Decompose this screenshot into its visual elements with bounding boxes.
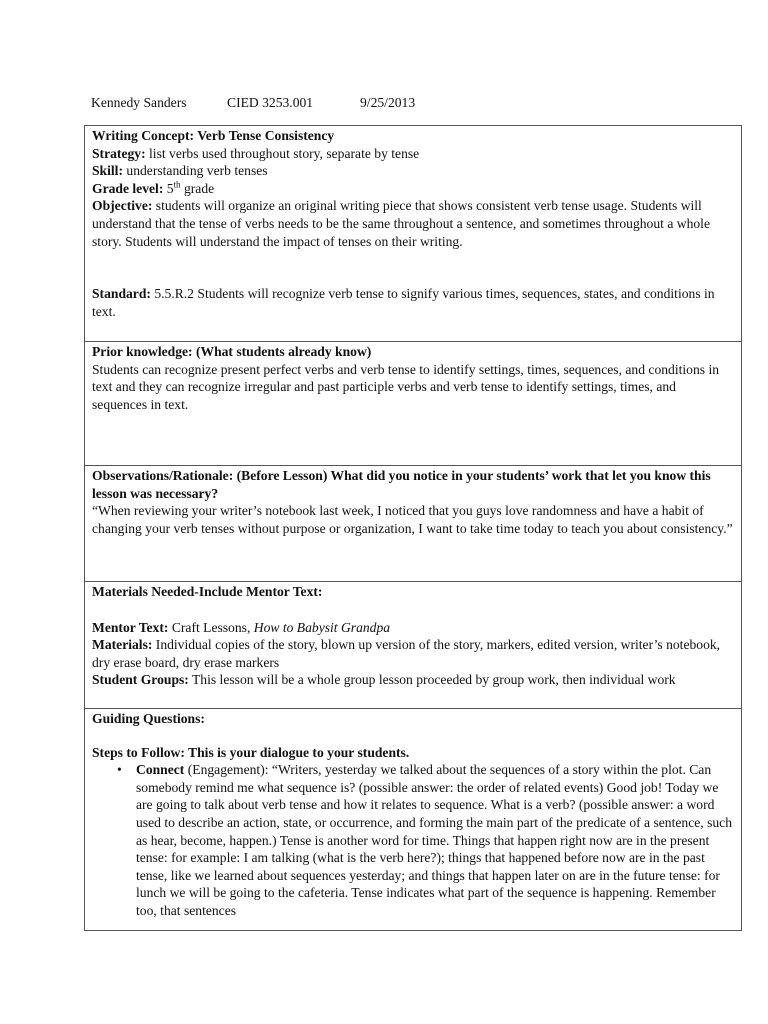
spacer (92, 601, 734, 619)
materials-section-title: Materials Needed-Include Mentor Text: (92, 584, 323, 599)
objective-text: students will organize an original writing piece that shows consistent verb tense usage. Students will understand that the tense of verbs needs to be the same throughout a sentence, and sometimes throughout a whole story. Students will understand the impact of tenses on their writing. (92, 198, 710, 249)
objective-label: Objective: (92, 198, 153, 214)
steps-title: Steps to Follow: This is your dialogue to your students. (92, 744, 410, 760)
observations-text: “When reviewing your writer’s notebook last week, I noticed that you guys love randomness and have a habit of changing your verb tenses without purpose or organization, I want to take time today to teach you about consistency.” (92, 503, 733, 536)
observations-section (85, 465, 741, 581)
materials-text: Individual copies of the story, blown up version of the story, markers, edited version, writer’s notebook, dry erase board, dry erase markers (92, 637, 721, 670)
observations-title: Observations/Rationale: (Before Lesson) What did you notice in your students’ work that let you know this lesson was necessary? (92, 468, 711, 501)
connect-text: (Engagement): “Writers, yesterday we talked about the sequences of a story within the plot. Can somebody remind me what sequence is? (possible answer: the order of related events) Good job! Today we are going to talk about verb tense and how it relates to sequence. What is a verb? (possible answer: a word used to describe an action, state, or occurrence, and forming the main part of the predicate of a sentence, such as hear, become, happen.) Tense is another word for time. Things that happen right now are in the present tense: for example: I am talking (what is the verb here?); things that happened before now are in the past tense, like we learned about sequences yesterday; and things that happen later on are in the future tense: for lunch we will be going to the cafeteria. Tense indicates what part of the sequence is happening. Remember too, that sentences (136, 762, 732, 918)
grade-label: Grade level: (92, 180, 164, 196)
spacer (92, 250, 734, 285)
skill-text: understanding verb tenses (126, 163, 268, 179)
strategy-text: list verbs used throughout story, separate by tense (149, 145, 420, 161)
student-groups-label: Student Groups: (92, 672, 189, 688)
grade-suffix: th (173, 179, 181, 190)
strategy-label: Strategy: (92, 145, 146, 161)
mentor-text-label: Mentor Text: (92, 619, 169, 635)
lesson-plan-table (84, 125, 742, 931)
writing-concept-section (85, 126, 741, 341)
grade-number: 5 (166, 180, 174, 196)
concept-title: Writing Concept: Verb Tense Consistency (92, 128, 335, 143)
author-name: Kennedy Sanders (91, 95, 187, 110)
materials-label: Materials: (92, 637, 153, 653)
document-header (91, 94, 415, 112)
list-item (136, 761, 734, 919)
grade-word: grade (183, 180, 215, 196)
steps-list (92, 761, 734, 919)
mentor-text-title: How to Babysit Grandpa (253, 619, 391, 635)
standard-label: Standard: (92, 286, 151, 302)
materials-section (85, 581, 741, 708)
prior-knowledge-text: Students can recognize present perfect verbs and verb tense to identify settings, times, sequences, and conditions in text and they can recognize irregular and past participle verbs and verb tense to identify settings, times, and sequences in text. (92, 361, 720, 412)
skill-label: Skill: (92, 163, 123, 179)
guiding-questions-section (85, 708, 741, 930)
guiding-questions-title: Guiding Questions: (92, 711, 205, 726)
spacer (92, 728, 734, 744)
course-code: CIED 3253.001 (227, 95, 314, 110)
date: 9/25/2013 (360, 95, 416, 110)
mentor-text-source: Craft Lessons, (171, 619, 254, 635)
prior-knowledge-title: Prior knowledge: (What students already know) (92, 344, 372, 359)
standard-text: 5.5.R.2 Students will recognize verb tense to signify various times, sequences, states, and conditions in text. (92, 286, 715, 319)
student-groups-text: This lesson will be a whole group lesson proceeded by group work, then individual work (191, 672, 676, 688)
connect-label: Connect (136, 762, 185, 778)
prior-knowledge-section (85, 341, 741, 465)
